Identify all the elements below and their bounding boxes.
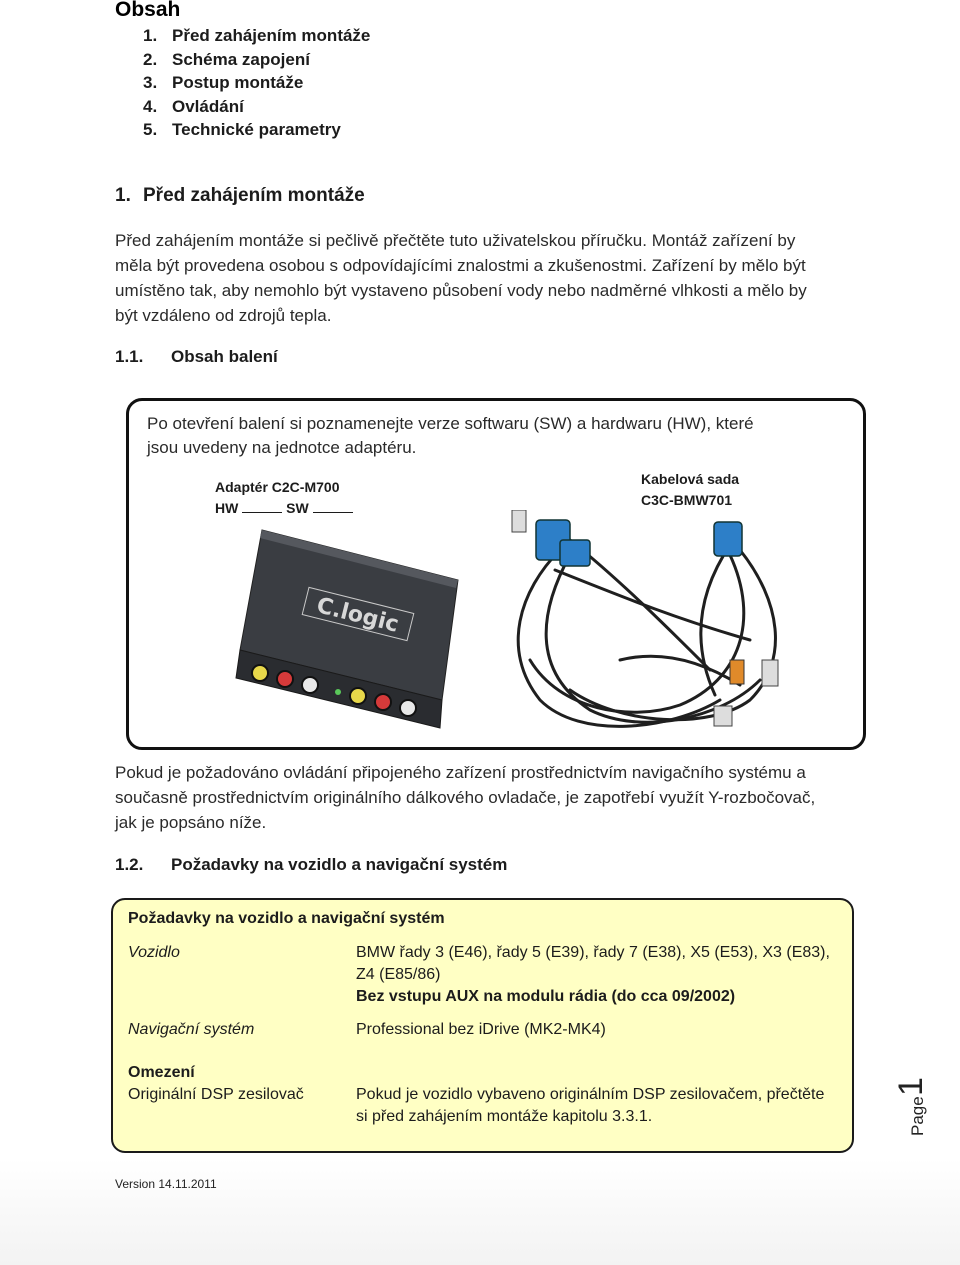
toc-item: 3. Postup montáže [143,73,304,92]
version-footer: Version 14.11.2011 [115,1177,217,1191]
section-1-2-heading: 1.2. Požadavky na vozidlo a navigační systém [115,855,508,874]
adapter-brand-text: C.logic [314,593,402,638]
requirements-box-title: Požadavky na vozidlo a navigační systém [128,910,445,927]
package-contents-text: Po otevření balení si poznamenejte verze softwaru (SW) a hardwaru (HW), které jsou uvedeny na jednotce adaptéru. [147,414,754,457]
dsp-note-2: si před zahájením montáže kapitolu 3.3.1. [356,1108,653,1125]
table-of-contents [143,24,370,142]
page-title: Obsah [115,0,181,21]
y-splitter-paragraph: Pokud je požadováno ovládání připojeného zařízení prostřednictvím navigačního systému a současně prostřednictvím originálního dálkového ovladače, je zapotřebí využít Y-rozbočovač, jak je popsáno níže. [115,763,816,832]
page-number: 1 [892,1077,930,1096]
adapter-image [230,528,470,740]
section-1-1-heading: 1.1. Obsah balení [115,347,278,366]
vehicle-label: Vozidlo [128,944,180,961]
adapter-label: Adaptér C2C-M700 HW SW [215,477,353,519]
dsp-note-1: Pokud je vozidlo vybaveno originálním DSP zesilovačem, přečtěte [356,1086,825,1103]
vehicle-models-2: Z4 (E85/86) [356,966,441,983]
cable-set-image [500,510,800,742]
toc-item: 5. Technické parametry [143,120,341,139]
toc-item: 4. Ovládání [143,96,244,116]
toc-item: 2. Schéma zapojení [143,49,310,69]
vehicle-aux-note: Bez vstupu AUX na modulu rádia (do cca 09/2002) [356,988,736,1005]
vehicle-models: BMW řady 3 (E46), řady 5 (E39), řady 7 (E38), X5 (E53), X3 (E83), [356,944,830,961]
section-1-heading: 1. Před zahájením montáže [115,185,365,206]
cable-set-label: Kabelová sada C3C-BMW701 [641,471,740,508]
page-indicator [880,1077,930,1140]
toc-item: 1. Před zahájením montáže [143,26,371,45]
footer-band [0,1158,960,1265]
section-1-paragraph: Před zahájením montáže si pečlivě přečtěte tuto uživatelskou příručku. Montáž zařízení by měla být provedena osobou s odpovídajícími znalostmi a zkušenostmi. Zařízení by mělo být umístěno tak, aby nemohlo být vystaveno působení vody nebo nadměrné vlhkosti a mělo by být vzdáleno od zdrojů tepla. [115,231,807,325]
page-word: Page [908,1096,927,1136]
limitations-label: Omezení [128,1064,195,1081]
nav-system-label: Navigační systém [128,1021,255,1038]
nav-system-value: Professional bez iDrive (MK2-MK4) [356,1021,606,1038]
dsp-amplifier-label: Originální DSP zesilovač [128,1086,304,1103]
